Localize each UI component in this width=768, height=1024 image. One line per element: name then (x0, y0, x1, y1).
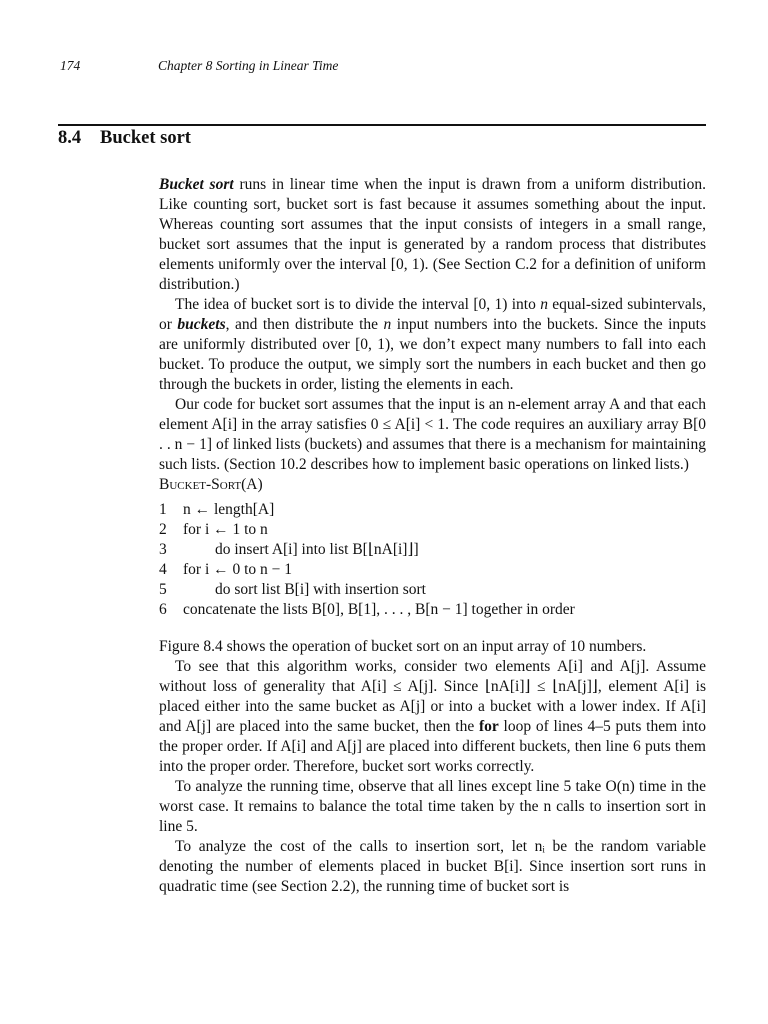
line-number: 1 (159, 501, 167, 518)
section-title: Bucket sort (100, 128, 191, 148)
paragraph-7: To analyze the cost of the calls to insertion sort, let nᵢ be the random variable denoting the number of elements placed in bucket B[i]. Since insertion sort runs in quadratic time (see Section 2.2), the running time of bucket sort is (159, 838, 706, 895)
line-number: 5 (159, 581, 167, 598)
paragraph-5-b: loop of lines 4–5 puts them into the proper order. If A[i] and A[j] are placed into different buckets, then line 6 puts them into the proper order. Therefore, bucket sort works correctly. (159, 718, 706, 775)
section-number: 8.4 (58, 128, 82, 148)
paragraph-2 (159, 295, 706, 395)
code-line (159, 540, 706, 560)
line-number: 6 (159, 601, 167, 618)
paragraph-1-text: runs in linear time when the input is drawn from a uniform distribution. Like counting sort, bucket sort is fast because it assumes something about the input. Whereas counting sort assumes that the input consists of integers in a small range, bucket sort assumes that the input is generated by a random process that distributes elements uniformly over the interval [0, 1). (See Section C.2 for a definition of uniform distribution.) (159, 176, 706, 293)
running-title: Chapter 8 Sorting in Linear Time (158, 58, 339, 73)
term-buckets: buckets (177, 316, 226, 333)
line-number: 2 (159, 521, 167, 538)
line-number: 3 (159, 541, 167, 558)
section-rule (58, 124, 706, 126)
paragraph-6: To analyze the running time, observe that all lines except line 5 take O(n) time in the worst case. It remains to balance the total time taken by the n calls to insertion sort in line 5. (159, 778, 706, 835)
paragraph-3: Our code for bucket sort assumes that the input is an n-element array A and that each element A[i] in the array satisfies 0 ≤ A[i] < 1. The code requires an auxiliary array B[0 . . n − 1] of linked lists (buckets) and assumes that there is a mechanism for maintaining such lists. (Section 10.2 describes how to implement basic operations on linked lists.) (159, 396, 706, 473)
code-line (159, 520, 706, 540)
line-text: do insert A[i] into list B[⌊nA[i]⌋] (215, 541, 419, 558)
page-number: 174 (60, 58, 81, 73)
paragraph-2-d: input numbers into the buckets. Since the inputs are uniformly distributed over [0, 1), we don’t expect many numbers to fall into each bucket. To produce the output, we simply sort the numbers in each bucket and then go through the buckets in order, listing the elements in each. (159, 316, 706, 393)
paragraph-2-b: equal-sized subintervals, or (159, 296, 706, 333)
paragraph-2-c: , and then distribute the (225, 316, 384, 333)
code-line (159, 600, 706, 620)
code-line (159, 560, 706, 580)
section-heading (58, 128, 191, 149)
paragraph-2-a: The idea of bucket sort is to divide the interval [0, 1) into (175, 296, 541, 313)
line-text: n ← length[A] (183, 501, 275, 518)
term-bucket-sort: Bucket sort (159, 176, 234, 193)
body-text (159, 175, 706, 897)
line-text: concatenate the lists B[0], B[1], . . . , B[n − 1] together in order (183, 601, 575, 618)
paragraph-5 (159, 657, 706, 777)
paragraph-4: Figure 8.4 shows the operation of bucket sort on an input array of 10 numbers. (159, 638, 647, 655)
var-n: n (540, 296, 548, 313)
pseudocode (159, 500, 706, 620)
paragraph-1 (159, 175, 706, 295)
paragraph-5-a: To see that this algorithm works, consider two elements A[i] and A[j]. Assume without loss of generality that A[i] ≤ A[j]. Since ⌊nA[i]⌋ ≤ ⌊nA[j]⌋, element A[i] is placed either into the same bucket as A[j] or into a bucket with a lower index. If A[i] and A[j] are placed into the same bucket, then the (159, 658, 706, 735)
code-line (159, 580, 706, 600)
keyword-for: for (478, 718, 499, 735)
line-text: for i ← 1 to n (183, 521, 268, 538)
page-header (60, 58, 708, 80)
line-number: 4 (159, 561, 167, 578)
line-text: do sort list B[i] with insertion sort (215, 581, 426, 598)
algorithm-title: Bucket-Sort(A) (159, 476, 263, 493)
line-text: for i ← 0 to n − 1 (183, 561, 293, 578)
var-n: n (383, 316, 392, 333)
code-line (159, 500, 706, 520)
